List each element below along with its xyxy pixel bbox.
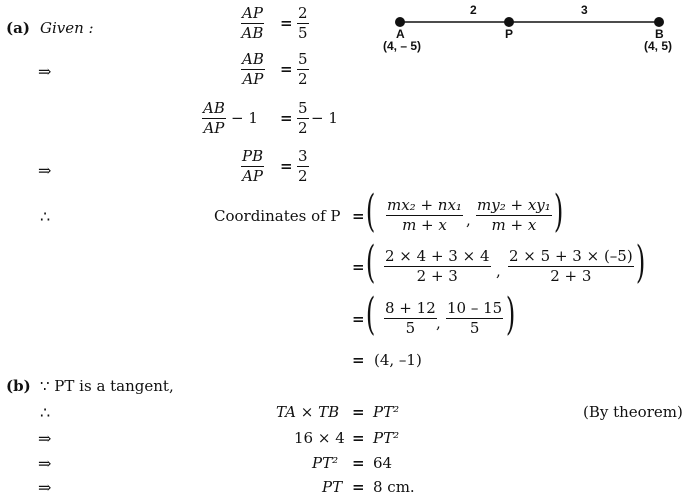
frac-formula-y bbox=[476, 197, 552, 234]
implies-symbol: ⇒ bbox=[38, 429, 52, 448]
frac-simp-y bbox=[446, 300, 503, 337]
left-paren: ( bbox=[365, 186, 376, 237]
left-paren: ( bbox=[365, 289, 376, 340]
frac-subst-y bbox=[508, 248, 634, 285]
minus-one: − 1 bbox=[231, 109, 258, 127]
pt-squared-value: 64 bbox=[373, 454, 393, 472]
right-paren: ) bbox=[635, 237, 646, 288]
right-paren: ) bbox=[553, 186, 564, 237]
point-b-label: B bbox=[655, 27, 664, 41]
eq-sign: = bbox=[352, 403, 365, 421]
part-a-label: (a) bbox=[6, 19, 30, 37]
implies-symbol: ⇒ bbox=[38, 161, 52, 180]
tangent-lhs: TA × TB bbox=[276, 403, 340, 421]
frac-subst-x bbox=[384, 248, 491, 285]
since-statement: ∵ PT is a tangent, bbox=[40, 377, 174, 395]
segment-pb-length: 3 bbox=[581, 3, 588, 17]
result-coords: (4, –1) bbox=[374, 351, 422, 369]
frac-den: 5 bbox=[405, 319, 416, 337]
given-text: Given : bbox=[40, 19, 94, 37]
eq-sign: = bbox=[352, 310, 365, 328]
comma: , bbox=[436, 314, 441, 332]
frac-num: 2 × 5 + 3 × (–5) bbox=[509, 247, 633, 265]
frac-den: 2 bbox=[298, 167, 308, 185]
product-rhs: PT² bbox=[373, 429, 400, 447]
point-p-dot bbox=[504, 17, 514, 27]
eq-sign: = bbox=[352, 351, 365, 369]
frac-den: AP bbox=[242, 167, 264, 185]
theorem-note: (By theorem) bbox=[583, 403, 683, 421]
minus-one: − 1 bbox=[311, 109, 338, 127]
frac-den: 5 bbox=[298, 24, 308, 42]
frac-num: AP bbox=[242, 4, 263, 22]
frac-num: 2 bbox=[298, 4, 308, 22]
tangent-rhs: PT² bbox=[373, 403, 400, 421]
frac-simp-x bbox=[384, 300, 437, 337]
implies-symbol: ⇒ bbox=[38, 478, 52, 497]
frac-ab-ap-2 bbox=[202, 100, 226, 137]
eq-sign: = bbox=[352, 258, 365, 276]
implies-symbol: ⇒ bbox=[38, 454, 52, 473]
implies-symbol: ⇒ bbox=[38, 62, 52, 81]
right-paren: ) bbox=[505, 289, 516, 340]
eq-sign: = bbox=[352, 429, 365, 447]
coords-label: Coordinates of P bbox=[214, 207, 341, 225]
point-a-dot bbox=[395, 17, 405, 27]
frac-den: AP bbox=[242, 70, 264, 88]
frac-num: 8 + 12 bbox=[385, 299, 436, 317]
point-b-dot bbox=[654, 17, 664, 27]
frac-den: 2 bbox=[298, 70, 308, 88]
eq-sign: = bbox=[280, 157, 293, 175]
frac-3-2 bbox=[297, 148, 309, 185]
therefore-symbol: ∴ bbox=[40, 207, 51, 226]
frac-den: 2 + 3 bbox=[416, 267, 458, 285]
pt-label: PT bbox=[322, 478, 343, 496]
point-b-coords: (4, 5) bbox=[644, 39, 673, 53]
point-p-label: P bbox=[505, 27, 514, 41]
part-b-label: (b) bbox=[6, 377, 31, 395]
frac-ab-ap bbox=[241, 51, 265, 88]
pt-value: 8 cm. bbox=[373, 478, 415, 496]
eq-sign: = bbox=[352, 207, 365, 225]
point-a-coords: (4, – 5) bbox=[383, 39, 422, 53]
frac-num: AB bbox=[242, 50, 264, 68]
frac-num: 10 – 15 bbox=[447, 299, 503, 317]
eq-sign: = bbox=[280, 14, 293, 32]
frac-den: 2 + 3 bbox=[550, 267, 592, 285]
line-segment-diagram bbox=[380, 6, 680, 56]
eq-sign: = bbox=[280, 60, 293, 78]
point-a-label: A bbox=[396, 27, 405, 41]
left-paren: ( bbox=[365, 237, 376, 288]
frac-num: 2 × 4 + 3 × 4 bbox=[385, 247, 490, 265]
therefore-symbol: ∴ bbox=[40, 403, 51, 422]
frac-den: m + x bbox=[402, 216, 447, 234]
segment-ap-length: 2 bbox=[470, 3, 477, 17]
frac-ap-ab bbox=[241, 5, 264, 42]
frac-den: AB bbox=[241, 24, 264, 42]
frac-num: PB bbox=[242, 147, 264, 165]
product-lhs: 16 × 4 bbox=[294, 429, 345, 447]
comma: , bbox=[466, 211, 471, 229]
frac-num: 3 bbox=[298, 147, 308, 165]
eq-sign: = bbox=[280, 109, 293, 127]
frac-2-5 bbox=[297, 5, 309, 42]
frac-num: mx₂ + nx₁ bbox=[387, 196, 462, 214]
frac-num: 5 bbox=[298, 99, 308, 117]
frac-num: my₂ + xy₁ bbox=[477, 196, 551, 214]
frac-5-2 bbox=[297, 51, 309, 88]
frac-num: AB bbox=[203, 99, 225, 117]
frac-formula-x bbox=[386, 197, 463, 234]
frac-den: AP bbox=[203, 119, 225, 137]
eq-sign: = bbox=[352, 478, 365, 496]
comma: , bbox=[496, 262, 501, 280]
pt-squared: PT² bbox=[312, 454, 339, 472]
frac-num: 5 bbox=[298, 50, 308, 68]
eq-sign: = bbox=[352, 454, 365, 472]
frac-den: 2 bbox=[298, 119, 308, 137]
frac-5-2-b bbox=[297, 100, 309, 137]
frac-den: 5 bbox=[469, 319, 480, 337]
frac-den: m + x bbox=[491, 216, 537, 234]
frac-pb-ap bbox=[241, 148, 264, 185]
